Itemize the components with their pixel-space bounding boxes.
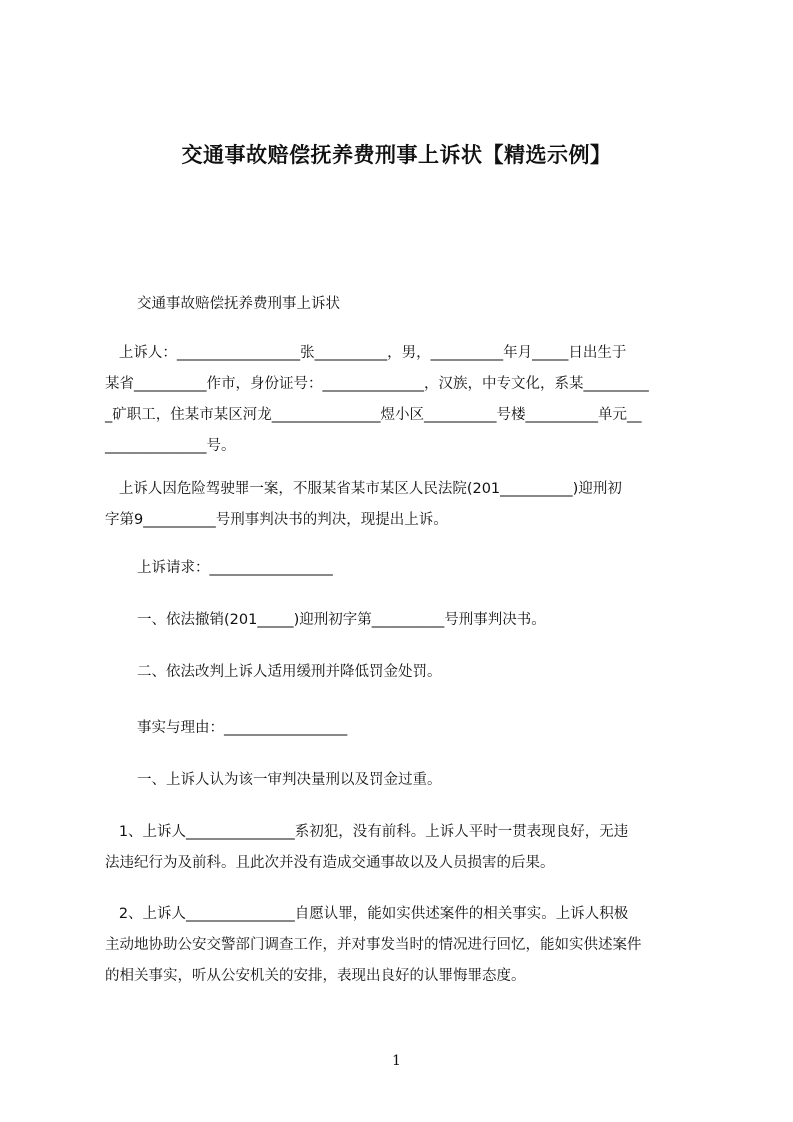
facts-heading — [137, 713, 727, 744]
paragraph-line: 主动地协助公安交警部门调查工作，并对事发当时的情况进行回忆，能如实供述案件 — [105, 937, 642, 953]
paragraph-line: 2、上诉人_______________自愿认罪，能如实供述案件的相关事实。上诉人积极 — [105, 906, 629, 922]
paragraph-line: ______________号。 — [105, 438, 236, 454]
document-title: 交通事故赔偿抚养费刑事上诉状【精选示例】 — [181, 143, 612, 167]
subtitle-text: 交通事故赔偿抚养费刑事上诉状 — [137, 296, 340, 312]
page-number: 1 — [392, 1053, 401, 1069]
appeal-intro-paragraph — [105, 474, 695, 536]
paragraph-line: 法违纪行为及前科。且此次并没有造成交通事故以及人员损害的后果。 — [105, 855, 555, 871]
point-2-paragraph — [105, 899, 695, 992]
paragraph-line: _矿职工，住某市某区河龙_______________煜小区__________号楼__________单元__ — [105, 407, 642, 423]
reason-item-1 — [137, 765, 727, 796]
request-text: 二、依法改判上诉人适用缓刑并降低罚金处罚。 — [137, 664, 442, 680]
requests-heading — [137, 553, 727, 584]
paragraph-line: 字第9__________号刑事判决书的判决，现提出上诉。 — [105, 512, 448, 528]
paragraph-line: 上诉人因危险驾驶罪一案，不服某省某市某区人民法院(201__________)迎刑初 — [105, 481, 622, 497]
document-subtitle — [137, 289, 727, 320]
point-1-paragraph — [105, 817, 695, 879]
paragraph-line: 上诉人：_________________张__________，男，__________年月_____日出生于 — [105, 345, 627, 361]
request-text: 一、依法撤销(201_____)迎刑初字第__________号刑事判决书。 — [137, 612, 546, 628]
request-item-2 — [137, 657, 727, 688]
heading-text: 事实与理由：_________________ — [137, 720, 348, 736]
heading-text: 上诉请求：_________________ — [137, 560, 333, 576]
paragraph-line: 的相关事实，听从公安机关的安排，表现出良好的认罪悔罪态度。 — [105, 968, 526, 984]
paragraph-line: 1、上诉人_______________系初犯，没有前科。上诉人平时一贯表现良好，无违 — [105, 824, 629, 840]
reason-text: 一、上诉人认为该一审判决量刑以及罚金过重。 — [137, 772, 442, 788]
paragraph-line: 某省__________作市，身份证号：______________，汉族，中专文化，系某_________ — [105, 376, 649, 392]
request-item-1 — [137, 605, 727, 636]
appellant-info-paragraph — [105, 338, 695, 462]
